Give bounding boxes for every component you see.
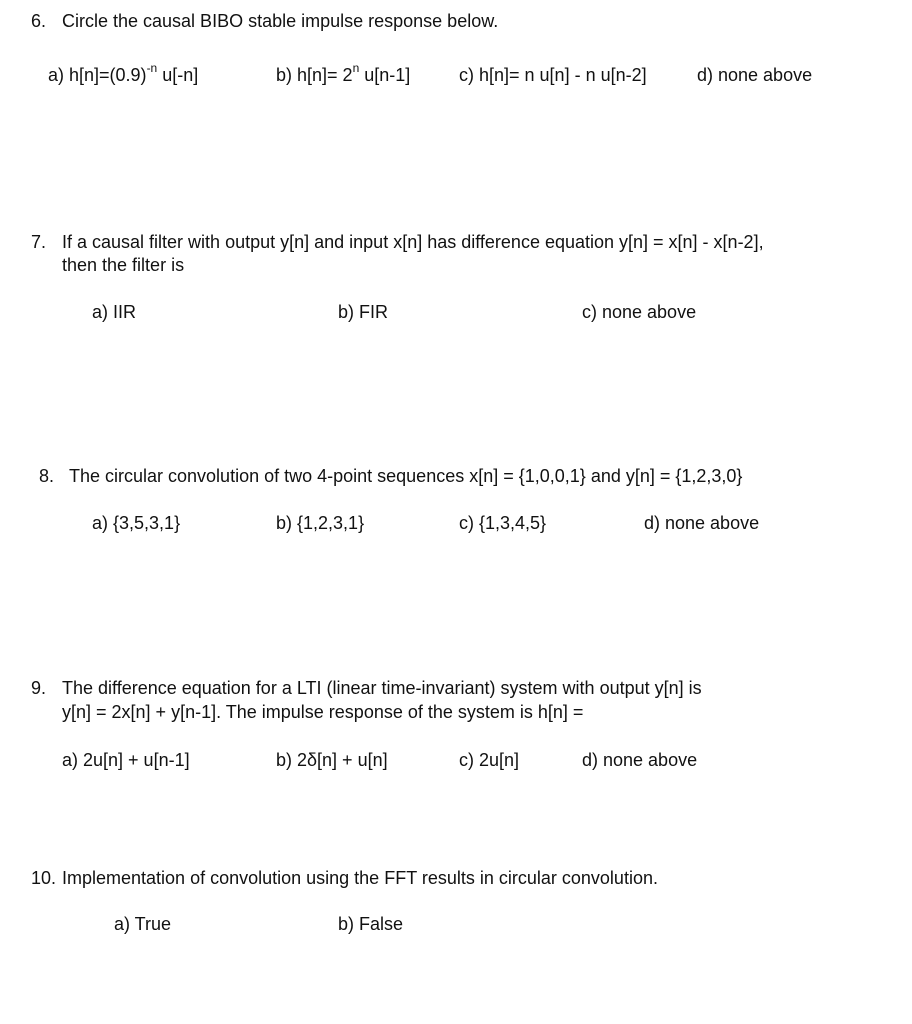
option-a-tail: u[-n]	[157, 65, 199, 85]
question-8-number: 8.	[39, 466, 55, 486]
question-6-prompt: Circle the causal BIBO stable impulse response below.	[62, 11, 499, 31]
question-7-option-b[interactable]: b) FIR	[338, 302, 389, 322]
question-7-prompt-line2: then the filter is	[62, 255, 185, 275]
question-9-number: 9.	[31, 678, 47, 698]
question-9-prompt-line1: The difference equation for a LTI (linear time-invariant) system with output y[n] is	[62, 678, 702, 698]
question-8-option-b[interactable]: b) {1,2,3,1}	[276, 513, 365, 533]
question-7-option-c[interactable]: c) none above	[582, 302, 697, 322]
question-9-option-d[interactable]: d) none above	[582, 750, 698, 770]
option-b-base: b) h[n]= 2	[276, 65, 353, 85]
question-7-option-a[interactable]: a) IIR	[92, 302, 137, 322]
question-9-option-c[interactable]: c) 2u[n]	[459, 750, 520, 770]
question-8-prompt: The circular convolution of two 4-point sequences x[n] = {1,0,0,1} and y[n] = {1,2,3,0}	[69, 466, 743, 486]
question-6-option-a[interactable]	[48, 61, 199, 85]
option-b-exponent: n	[352, 61, 360, 75]
question-6-option-c[interactable]: c) h[n]= n u[n] - n u[n-2]	[459, 65, 647, 85]
question-6-option-d[interactable]: d) none above	[697, 65, 813, 85]
question-8-option-d[interactable]: d) none above	[644, 513, 760, 533]
question-10-prompt: Implementation of convolution using the FFT results in circular convolution.	[62, 868, 658, 888]
question-7-number: 7.	[31, 232, 47, 252]
question-9-option-b[interactable]: b) 2δ[n] + u[n]	[276, 750, 388, 770]
question-7-prompt-line1: If a causal filter with output y[n] and input x[n] has difference equation y[n] = x[n] - x[n-2],	[62, 232, 764, 252]
question-8-option-a[interactable]: a) {3,5,3,1}	[92, 513, 181, 533]
option-a-base: a) h[n]=(0.9)	[48, 65, 147, 85]
question-8-option-c[interactable]: c) {1,3,4,5}	[459, 513, 547, 533]
question-6-option-b[interactable]	[276, 61, 411, 85]
question-9-option-a[interactable]: a) 2u[n] + u[n-1]	[62, 750, 190, 770]
option-a-exponent: -n	[146, 61, 158, 75]
option-b-tail: u[n-1]	[359, 65, 411, 85]
question-9-prompt-line2: y[n] = 2x[n] + y[n-1]. The impulse response of the system is h[n] =	[62, 702, 584, 722]
question-10-number: 10.	[31, 868, 57, 888]
question-6-number: 6.	[31, 11, 47, 31]
question-10-option-b[interactable]: b) False	[338, 914, 404, 934]
question-10-option-a[interactable]: a) True	[114, 914, 172, 934]
